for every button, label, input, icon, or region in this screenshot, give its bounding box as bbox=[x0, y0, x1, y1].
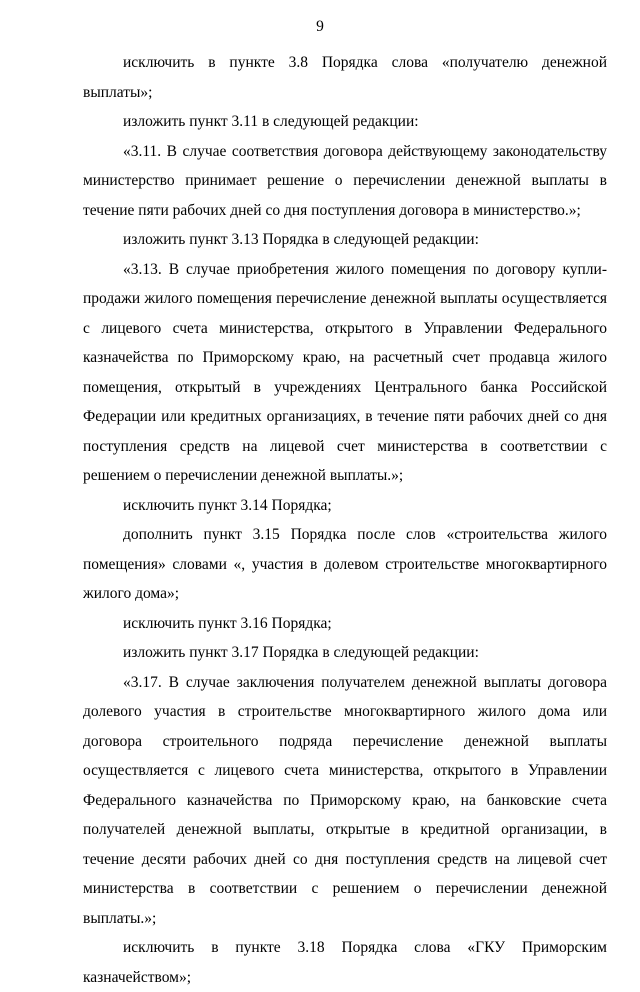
page-number: 9 bbox=[316, 18, 324, 35]
paragraph-5: «3.13. В случае приобретения жилого помещения по договору купли-продажи жилого помещения перечисление денежной выплаты осуществляется с лицевого счета министерства, открытого в Управлении Федерального казначейства по Приморскому краю, на расчетный счет продавца жилого помещения, открытый в учреждениях Центрального банка Российской Федерации или кредитных организациях, в течение пяти рабочих дней со дня поступления средств на лицевой счет министерства в соответствии с решением о перечислении денежной выплаты.»; bbox=[83, 260, 607, 484]
paragraph-11: исключить в пункте 3.18 Порядка слова «ГКУ Приморским казначейством»; bbox=[83, 939, 607, 986]
paragraph-10: «3.17. В случае заключения получателем денежной выплаты договора долевого участия в строительстве многоквартирного жилого дома или договора строительного подряда перечисление денежной выплаты осуществляется с лицевого счета министерства, открытого в Управлении Федерального казначейства по Приморскому краю, на банковские счета получателей денежной выплаты, открытые в кредитной организации, в течение десяти рабочих дней со дня поступления средств на лицевой счет министерства в соответствии с решением о перечислении денежной выплаты.»; bbox=[83, 673, 607, 927]
paragraph-4: изложить пункт 3.13 Порядка в следующей редакции: bbox=[123, 231, 479, 248]
paragraph-7: дополнить пункт 3.15 Порядка после слов «строительства жилого помещения» словами «, участия в долевом строительстве многоквартирного жилого дома»; bbox=[83, 526, 607, 602]
paragraph-8: исключить пункт 3.16 Порядка; bbox=[123, 614, 332, 632]
paragraph-9: изложить пункт 3.17 Порядка в следующей редакции: bbox=[123, 644, 479, 661]
paragraph-3: «3.11. В случае соответствия договора действующему законодательству министерство принимает решение о перечислении денежной выплаты в течение пяти рабочих дней со дня поступления договора в министерство.»; bbox=[83, 142, 607, 219]
paragraph-2: изложить пункт 3.11 в следующей редакции: bbox=[123, 113, 419, 130]
paragraph-6: исключить пункт 3.14 Порядка; bbox=[123, 496, 332, 514]
document-body bbox=[83, 48, 607, 992]
paragraph-1: исключить в пункте 3.8 Порядка слова «получателю денежной выплаты»; bbox=[83, 54, 607, 101]
